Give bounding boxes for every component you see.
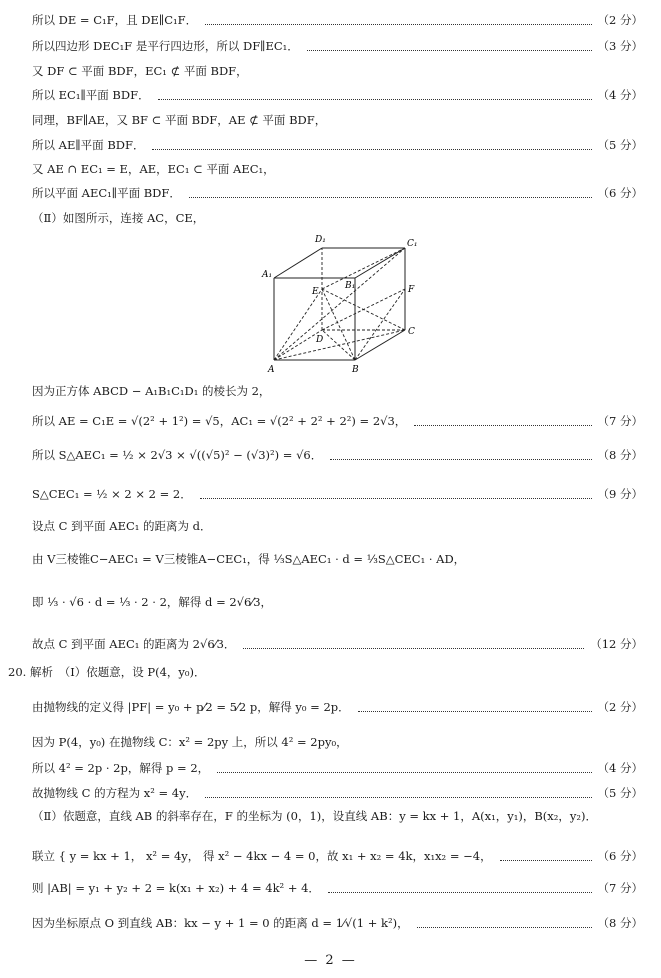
page-number: — 2 — — [304, 953, 357, 968]
leader-dots — [189, 181, 592, 198]
score-label: （6 分） — [597, 849, 643, 863]
score-label: （12 分） — [590, 637, 643, 651]
line-text: 所以 DE = C₁F，且 DE∥C₁F． — [32, 13, 198, 27]
label-C1: C₁ — [407, 239, 418, 249]
line-text: 同理，BF∥AE，又 BF ⊂ 平面 BDF，AE ⊄ 平面 BDF， — [32, 113, 327, 127]
label-C: C — [408, 327, 415, 337]
score-label: （4 分） — [597, 88, 643, 102]
leader-dots — [307, 34, 592, 51]
score-label: （6 分） — [597, 186, 643, 200]
score-label: （5 分） — [597, 138, 643, 152]
leader-dots — [200, 482, 592, 499]
label-B1: B₁ — [345, 281, 356, 291]
score-label: （7 分） — [597, 414, 643, 428]
score-label: （8 分） — [597, 448, 643, 462]
line-text: 所以 4² = 2p · 2p，解得 p = 2， — [32, 761, 210, 775]
score-label: （8 分） — [597, 916, 643, 930]
label-D1: D₁ — [315, 235, 326, 245]
line-text: 又 DF ⊂ 平面 BDF，EC₁ ⊄ 平面 BDF， — [32, 64, 248, 78]
leader-dots — [414, 409, 592, 426]
score-label: （5 分） — [597, 786, 643, 800]
leader-dots — [152, 133, 592, 150]
line-text: 所以平面 AEC₁∥平面 BDF． — [32, 186, 181, 200]
score-label: （4 分） — [597, 761, 643, 775]
seg-AC1 — [274, 248, 405, 360]
line-text: 所以 AE = C₁E = √(2² + 1²) = √5，AC₁ = √(2² + 2² + 2²) = 2√3， — [32, 414, 407, 428]
edge-B1C1 — [355, 248, 405, 278]
leader-dots — [417, 911, 592, 928]
leader-dots — [328, 876, 592, 893]
seg-DF — [322, 289, 405, 330]
leader-dots — [205, 8, 592, 25]
line-text: 由 V三棱锥C−AEC₁ = V三棱锥A−CEC₁，得 ⅓S△AEC₁ · d = ⅓S△CEC₁ · AD， — [32, 552, 466, 566]
edge-A1D1 — [274, 248, 322, 278]
leader-dots — [243, 632, 584, 649]
line-text: （Ⅱ）如图所示，连接 AC，CE， — [32, 211, 205, 225]
line-text: 20. 解析 （Ⅰ）依题意，设 P(4，y₀)． — [8, 665, 206, 679]
label-F: F — [408, 285, 415, 295]
leader-dots — [158, 83, 592, 100]
line-text: 故点 C 到平面 AEC₁ 的距离为 2√6⁄3． — [32, 637, 236, 651]
score-label: （7 分） — [597, 881, 643, 895]
label-E: E — [312, 287, 319, 297]
seg-AE — [274, 289, 322, 360]
seg-BF — [355, 289, 405, 360]
leader-dots — [330, 443, 592, 460]
line-text: 即 ⅓ · √6 · d = ⅓ · 2 · 2，解得 d = 2√6⁄3， — [32, 595, 273, 609]
line-text: 联立 { y = kx + 1， x² = 4y， 得 x² − 4kx − 4 = 0，故 x₁ + x₂ = 4k，x₁x₂ = −4， — [32, 849, 492, 863]
line-text: 所以 AE∥平面 BDF． — [32, 138, 145, 152]
label-A1: A₁ — [262, 270, 273, 280]
edge-BC — [355, 330, 405, 360]
line-text: S△CEC₁ = ½ × 2 × 2 = 2． — [32, 487, 192, 501]
label-A: A — [268, 365, 275, 375]
line-text: 所以四边形 DEC₁F 是平行四边形，所以 DF∥EC₁． — [32, 39, 299, 53]
score-label: （2 分） — [597, 13, 643, 27]
seg-AC — [274, 330, 405, 360]
line-text: 因为 P(4，y₀) 在抛物线 C：x² = 2py 上，所以 4² = 2py₀， — [32, 735, 348, 749]
leader-dots — [358, 695, 592, 712]
line-text: 故抛物线 C 的方程为 x² = 4y． — [32, 786, 198, 800]
line-text: 又 AE ∩ EC₁ = E，AE，EC₁ ⊂ 平面 AEC₁， — [32, 162, 275, 176]
score-label: （3 分） — [597, 39, 643, 53]
line-text: （Ⅱ）依题意，直线 AB 的斜率存在，F 的坐标为 (0，1)，设直线 AB：y = kx + 1，A(x₁，y₁)，B(x₂，y₂)． — [32, 809, 597, 823]
line-text: 设点 C 到平面 AEC₁ 的距离为 d． — [32, 519, 212, 533]
line-text: 所以 S△AEC₁ = ½ × 2√3 × √((√5)² − (√3)²) = √6． — [32, 448, 323, 462]
score-label: （2 分） — [597, 700, 643, 714]
seg-BD — [322, 330, 355, 360]
leader-dots — [500, 844, 592, 861]
label-B: B — [352, 365, 359, 375]
leader-dots — [205, 781, 592, 798]
line-text: 所以 EC₁∥平面 BDF． — [32, 88, 150, 102]
leader-dots — [217, 756, 592, 773]
seg-EC1 — [322, 248, 405, 289]
line-text: 则 |AB| = y₁ + y₂ + 2 = k(x₁ + x₂) + 4 = 4k² + 4． — [32, 881, 320, 895]
line-text: 因为正方体 ABCD − A₁B₁C₁D₁ 的棱长为 2， — [32, 384, 271, 398]
line-text: 因为坐标原点 O 到直线 AB：kx − y + 1 = 0 的距离 d = 1⁄√(1 + k²)， — [32, 916, 409, 930]
edge-AD — [274, 330, 322, 360]
score-label: （9 分） — [597, 487, 643, 501]
label-D: D — [316, 335, 324, 345]
cube-figure — [260, 230, 430, 375]
seg-EB — [322, 289, 355, 360]
line-text: 由抛物线的定义得 |PF| = y₀ + p⁄2 = 5⁄2 p，解得 y₀ = 2p． — [32, 700, 350, 714]
